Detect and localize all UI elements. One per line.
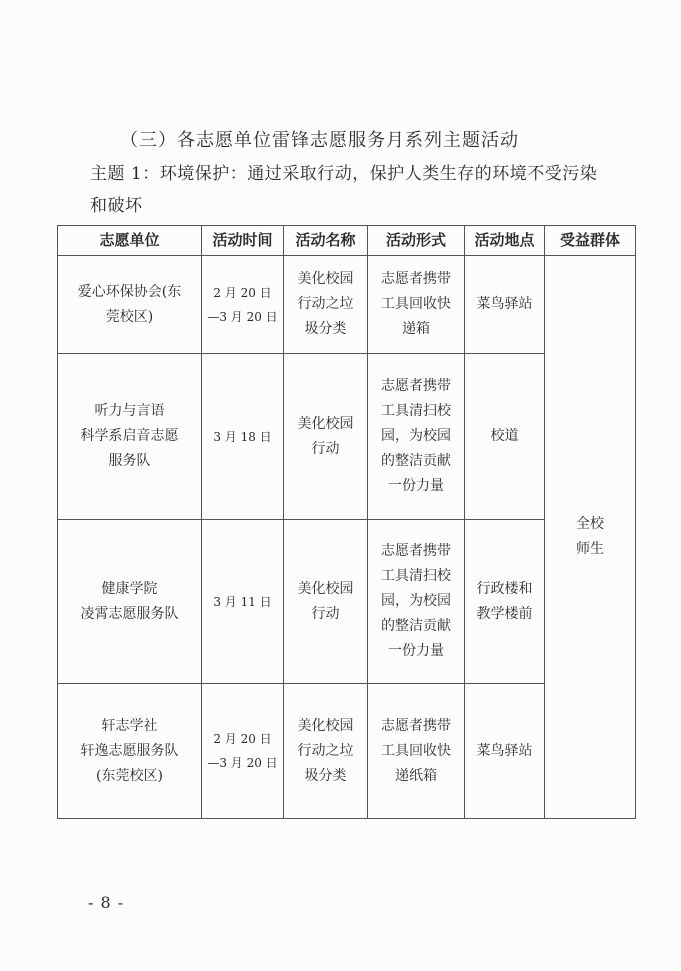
cell-place: 菜鸟驿站 <box>465 256 545 354</box>
cell-form: 志愿者携带 工具回收快 递箱 <box>368 256 465 354</box>
cell-unit: 爱心环保协会(东 莞校区) <box>58 256 202 354</box>
header-place: 活动地点 <box>465 226 545 256</box>
cell-form: 志愿者携带 工具清扫校 园，为校园 的整洁贡献 一份力量 <box>368 520 465 684</box>
activity-table <box>57 225 636 819</box>
header-beneficiary: 受益群体 <box>545 226 636 256</box>
cell-form: 志愿者携带 工具回收快 递纸箱 <box>368 684 465 819</box>
cell-unit: 轩志学社 轩逸志愿服务队 (东莞校区) <box>58 684 202 819</box>
cell-unit: 听力与言语 科学系启音志愿 服务队 <box>58 354 202 520</box>
cell-time: 2 月 20 日 —3 月 20 日 <box>202 256 284 354</box>
header-name: 活动名称 <box>284 226 368 256</box>
cell-time: 2 月 20 日 —3 月 20 日 <box>202 684 284 819</box>
cell-time: 3 月 11 日 <box>202 520 284 684</box>
header-form: 活动形式 <box>368 226 465 256</box>
cell-time: 3 月 18 日 <box>202 354 284 520</box>
cell-place: 菜鸟驿站 <box>465 684 545 819</box>
section-title: （三）各志愿单位雷锋志愿服务月系列主题活动 <box>120 130 519 151</box>
page-number: - 8 - <box>88 893 125 912</box>
header-time: 活动时间 <box>202 226 284 256</box>
cell-place: 校道 <box>465 354 545 520</box>
header-unit: 志愿单位 <box>58 226 202 256</box>
cell-name: 美化校园 行动之垃 圾分类 <box>284 684 368 819</box>
table-header-row <box>58 226 636 256</box>
cell-beneficiary: 全校 师生 <box>545 256 636 819</box>
cell-place: 行政楼和 教学楼前 <box>465 520 545 684</box>
cell-unit: 健康学院 凌霄志愿服务队 <box>58 520 202 684</box>
cell-form: 志愿者携带 工具清扫校 园，为校园 的整洁贡献 一份力量 <box>368 354 465 520</box>
cell-name: 美化校园 行动 <box>284 354 368 520</box>
table-row <box>58 256 636 354</box>
cell-name: 美化校园 行动 <box>284 520 368 684</box>
theme-description: 主题 1：环境保护：通过采取行动，保护人类生存的环境不受污染和破坏 <box>90 164 598 216</box>
cell-name: 美化校园 行动之垃 圾分类 <box>284 256 368 354</box>
